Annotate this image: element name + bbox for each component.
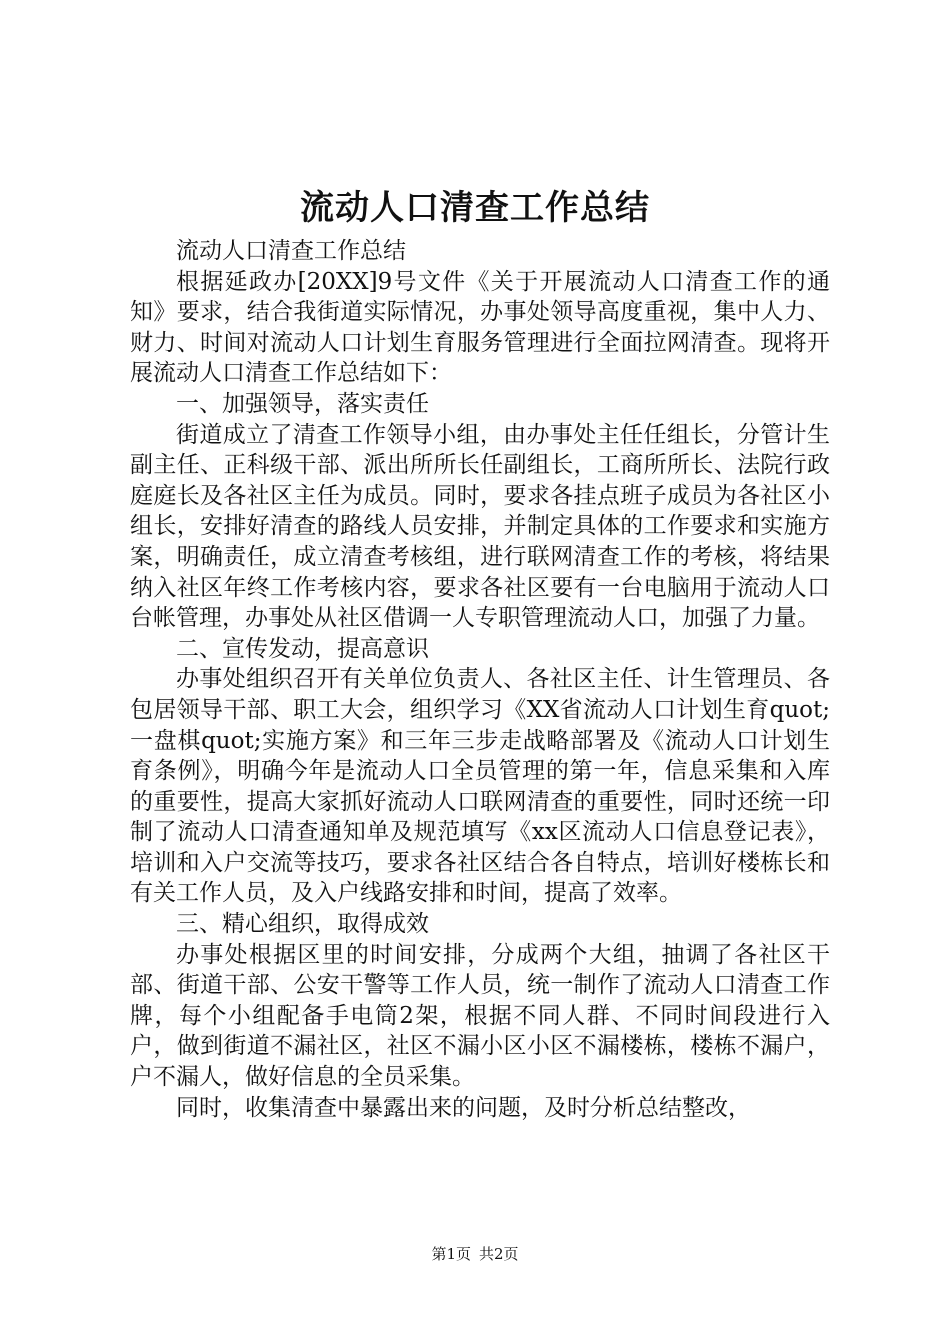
document-title: 流动人口清查工作总结: [300, 188, 650, 228]
continuation-paragraph: 同时，收集清查中暴露出来的问题，及时分析总结整改，: [176, 1094, 751, 1121]
intro-paragraph: 根据延政办[20XX]9号文件《关于开展流动人口清查工作的通知》要求，结合我街道实际情况，办事处领导高度重视，集中人力、财力、时间对流动人口计划生育服务管理进行全面拉网清查。现将开展流动人口清查工作总结如下：: [130, 268, 830, 387]
page-total: 共2页: [479, 1245, 519, 1263]
page-footer: [0, 1244, 950, 1264]
section-heading-2: 二、宣传发动，提高意识: [176, 635, 429, 662]
section-heading-1: 一、加强领导，落实责任: [176, 390, 429, 417]
subtitle-paragraph: 流动人口清查工作总结: [176, 238, 406, 264]
section-1-paragraph: 街道成立了清查工作领导小组，由办事处主任任组长，分管计生副主任、正科级干部、派出所所长任副组长，工商所所长、法院行政庭庭长及各社区主任为成员。同时，要求各挂点班子成员为各社区小组长，安排好清查的路线人员安排，并制定具体的工作要求和实施方案，明确责任，成立清查考核组，进行联网清查工作的考核，将结果纳入社区年终工作考核内容，要求各社区要有一台电脑用于流动人口台帐管理，办事处从社区借调一人专职管理流动人口，加强了力量。: [130, 421, 830, 632]
document-body: [130, 236, 830, 1123]
page-number: 第1页: [431, 1245, 471, 1263]
section-heading-3: 三、精心组织，取得成效: [176, 911, 429, 938]
section-3-paragraph: 办事处根据区里的时间安排，分成两个大组，抽调了各社区干部、街道干部、公安干警等工作人员，统一制作了流动人口清查工作牌，每个小组配备手电筒2架，根据不同人群、不同时间段进行入户，做到街道不漏社区，社区不漏小区小区不漏楼栋，楼栋不漏户，户不漏人，做好信息的全员采集。: [130, 941, 830, 1091]
section-2-paragraph: 办事处组织召开有关单位负责人、各社区主任、计生管理员、各包居领导干部、职工大会，组织学习《XX省流动人口计划生育quot;一盘棋quot;实施方案》和三年三步走战略部署及《流动人口计划生育条例》，明确今年是流动人口全员管理的第一年，信息采集和入库的重要性，提高大家抓好流动人口联网清查的重要性，同时还统一印制了流动人口清查通知单及规范填写《xx区流动人口信息登记表》，培训和入户交流等技巧，要求各社区结合各自特点，培训好楼栋长和有关工作人员，及入户线路安排和时间，提高了效率。: [130, 666, 830, 907]
